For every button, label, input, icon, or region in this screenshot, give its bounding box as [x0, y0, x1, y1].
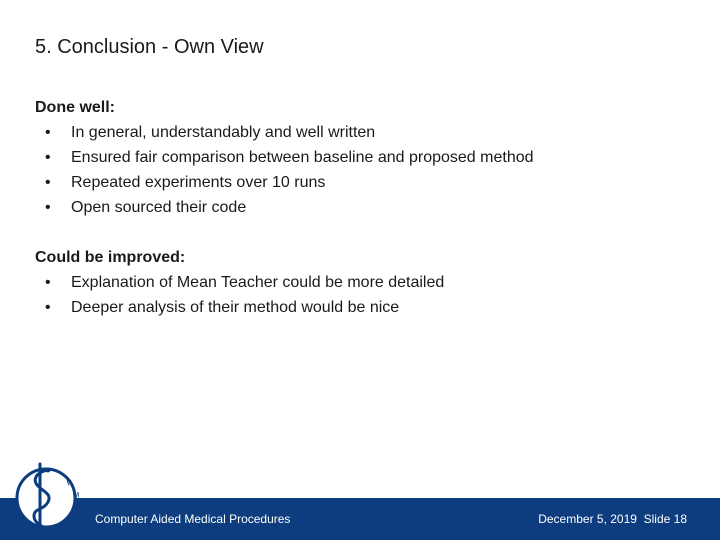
footer-slide-number: Slide 18	[643, 512, 687, 526]
camp-logo-icon	[14, 456, 86, 540]
bullet-icon: •	[45, 299, 51, 316]
list-item: • Deeper analysis of their method would be nice	[35, 295, 444, 320]
improve-list	[35, 270, 444, 320]
svg-text:M: M	[72, 490, 80, 500]
list-item: • Ensured fair comparison between baseline and proposed method	[35, 145, 534, 170]
footer-date-slide	[538, 498, 687, 540]
done-well-list	[35, 120, 534, 220]
svg-text:C: C	[66, 516, 77, 527]
bullet-icon: •	[45, 274, 51, 291]
bullet-icon: •	[45, 174, 51, 191]
list-item: • Explanation of Mean Teacher could be more detailed	[35, 270, 444, 295]
svg-text:P: P	[65, 477, 74, 488]
done-well-heading: Done well:	[35, 99, 116, 116]
improve-section	[35, 245, 444, 320]
bullet-icon: •	[45, 199, 51, 216]
improve-heading: Could be improved:	[35, 249, 186, 266]
svg-text:A: A	[71, 503, 79, 514]
footer-date: December 5, 2019	[538, 512, 637, 526]
list-item: • Repeated experiments over 10 runs	[35, 170, 534, 195]
slide-title: 5. Conclusion - Own View	[35, 36, 264, 58]
done-well-section	[35, 95, 534, 220]
bullet-icon: •	[45, 124, 51, 141]
bullet-icon: •	[45, 149, 51, 166]
list-item: • Open sourced their code	[35, 195, 534, 220]
footer-organization: Computer Aided Medical Procedures	[95, 512, 291, 526]
list-item: • In general, understandably and well written	[35, 120, 534, 145]
